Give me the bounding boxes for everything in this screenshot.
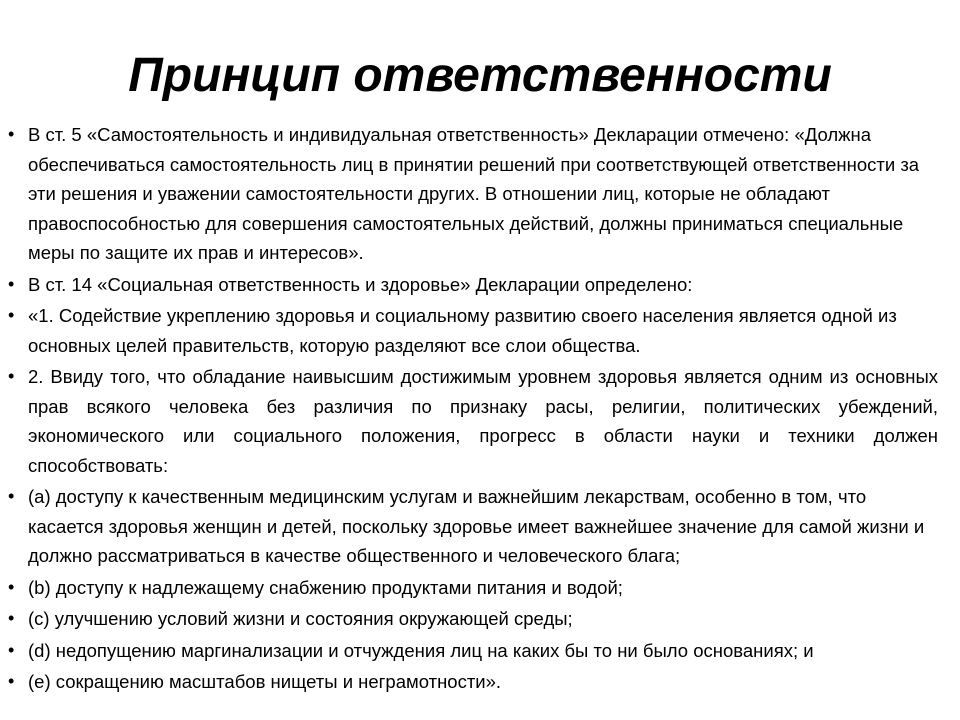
bullet-icon: • [8, 486, 15, 506]
bullet-item-6 [8, 573, 938, 603]
bullet-list [8, 120, 938, 699]
bullet-icon: • [8, 639, 15, 660]
bullet-item-2 [8, 270, 938, 300]
bullet-item-4 [8, 362, 938, 480]
bullet-text: 2. Ввиду того, что обладание наивысшим достижимым уровнем здоровья является одним из основных прав всякого человека без различия по признаку расы, религии, политических убеждений, экономического или социального положения, прогресс в области науки и техники должен способствовать: [28, 366, 938, 476]
bullet-item-5 [8, 482, 938, 571]
bullet-text: (e) сокращению масштабов нищеты и неграмотности». [28, 671, 502, 692]
bullet-text: В ст. 14 «Социальная ответственность и здоровье» Декларации определено: [28, 273, 693, 295]
bullet-icon: • [8, 608, 15, 628]
bullet-text: «1. Содействие укреплению здоровья и социальному развитию своего населения является одной из основных целей правительств, которую разделяют все слои общества. [28, 305, 897, 356]
bullet-icon: • [8, 671, 15, 691]
bullet-text: (b) доступу к надлежащему снабжению продуктами питания и водой; [28, 576, 623, 598]
bullet-item-1 [8, 120, 938, 268]
slide-title: Принцип ответственности [128, 49, 832, 102]
bullet-item-8 [8, 636, 938, 666]
bullet-text: (c) улучшению условий жизни и состояния окружающей среды; [28, 608, 573, 629]
bullet-text: (a) доступу к качественным медицинским услугам и важнейшим лекарствам, особенно в том, что касается здоровья женщин и детей, поскольку здоровье имеет важнейшее значение для самой жизни и должно рассматриваться в качестве общественного и человеческого блага; [28, 486, 925, 566]
bullet-icon: • [8, 305, 15, 325]
bullet-icon: • [8, 366, 15, 386]
bullet-icon: • [8, 273, 15, 294]
bullet-icon: • [8, 124, 15, 144]
bullet-item-3 [8, 301, 938, 360]
bullet-text: В ст. 5 «Самостоятельность и индивидуальная ответственность» Декларации отмечено: «Должна обеспечиваться самостоятельность лиц в принятии решений при соответствующей ответственности за эти решения и уважении самостоятельности других. В отношении лиц, которые не обладают правоспособностью для совершения самостоятельных действий, должны приниматься специальные меры по защите их прав и интересов». [28, 124, 920, 263]
bullet-text: (d) недопущению маргинализации и отчуждения лиц на каких бы то ни было основаниях; и [28, 639, 814, 661]
bullet-icon: • [8, 576, 15, 597]
bullet-item-9 [8, 667, 938, 697]
bullet-item-7 [8, 604, 938, 634]
